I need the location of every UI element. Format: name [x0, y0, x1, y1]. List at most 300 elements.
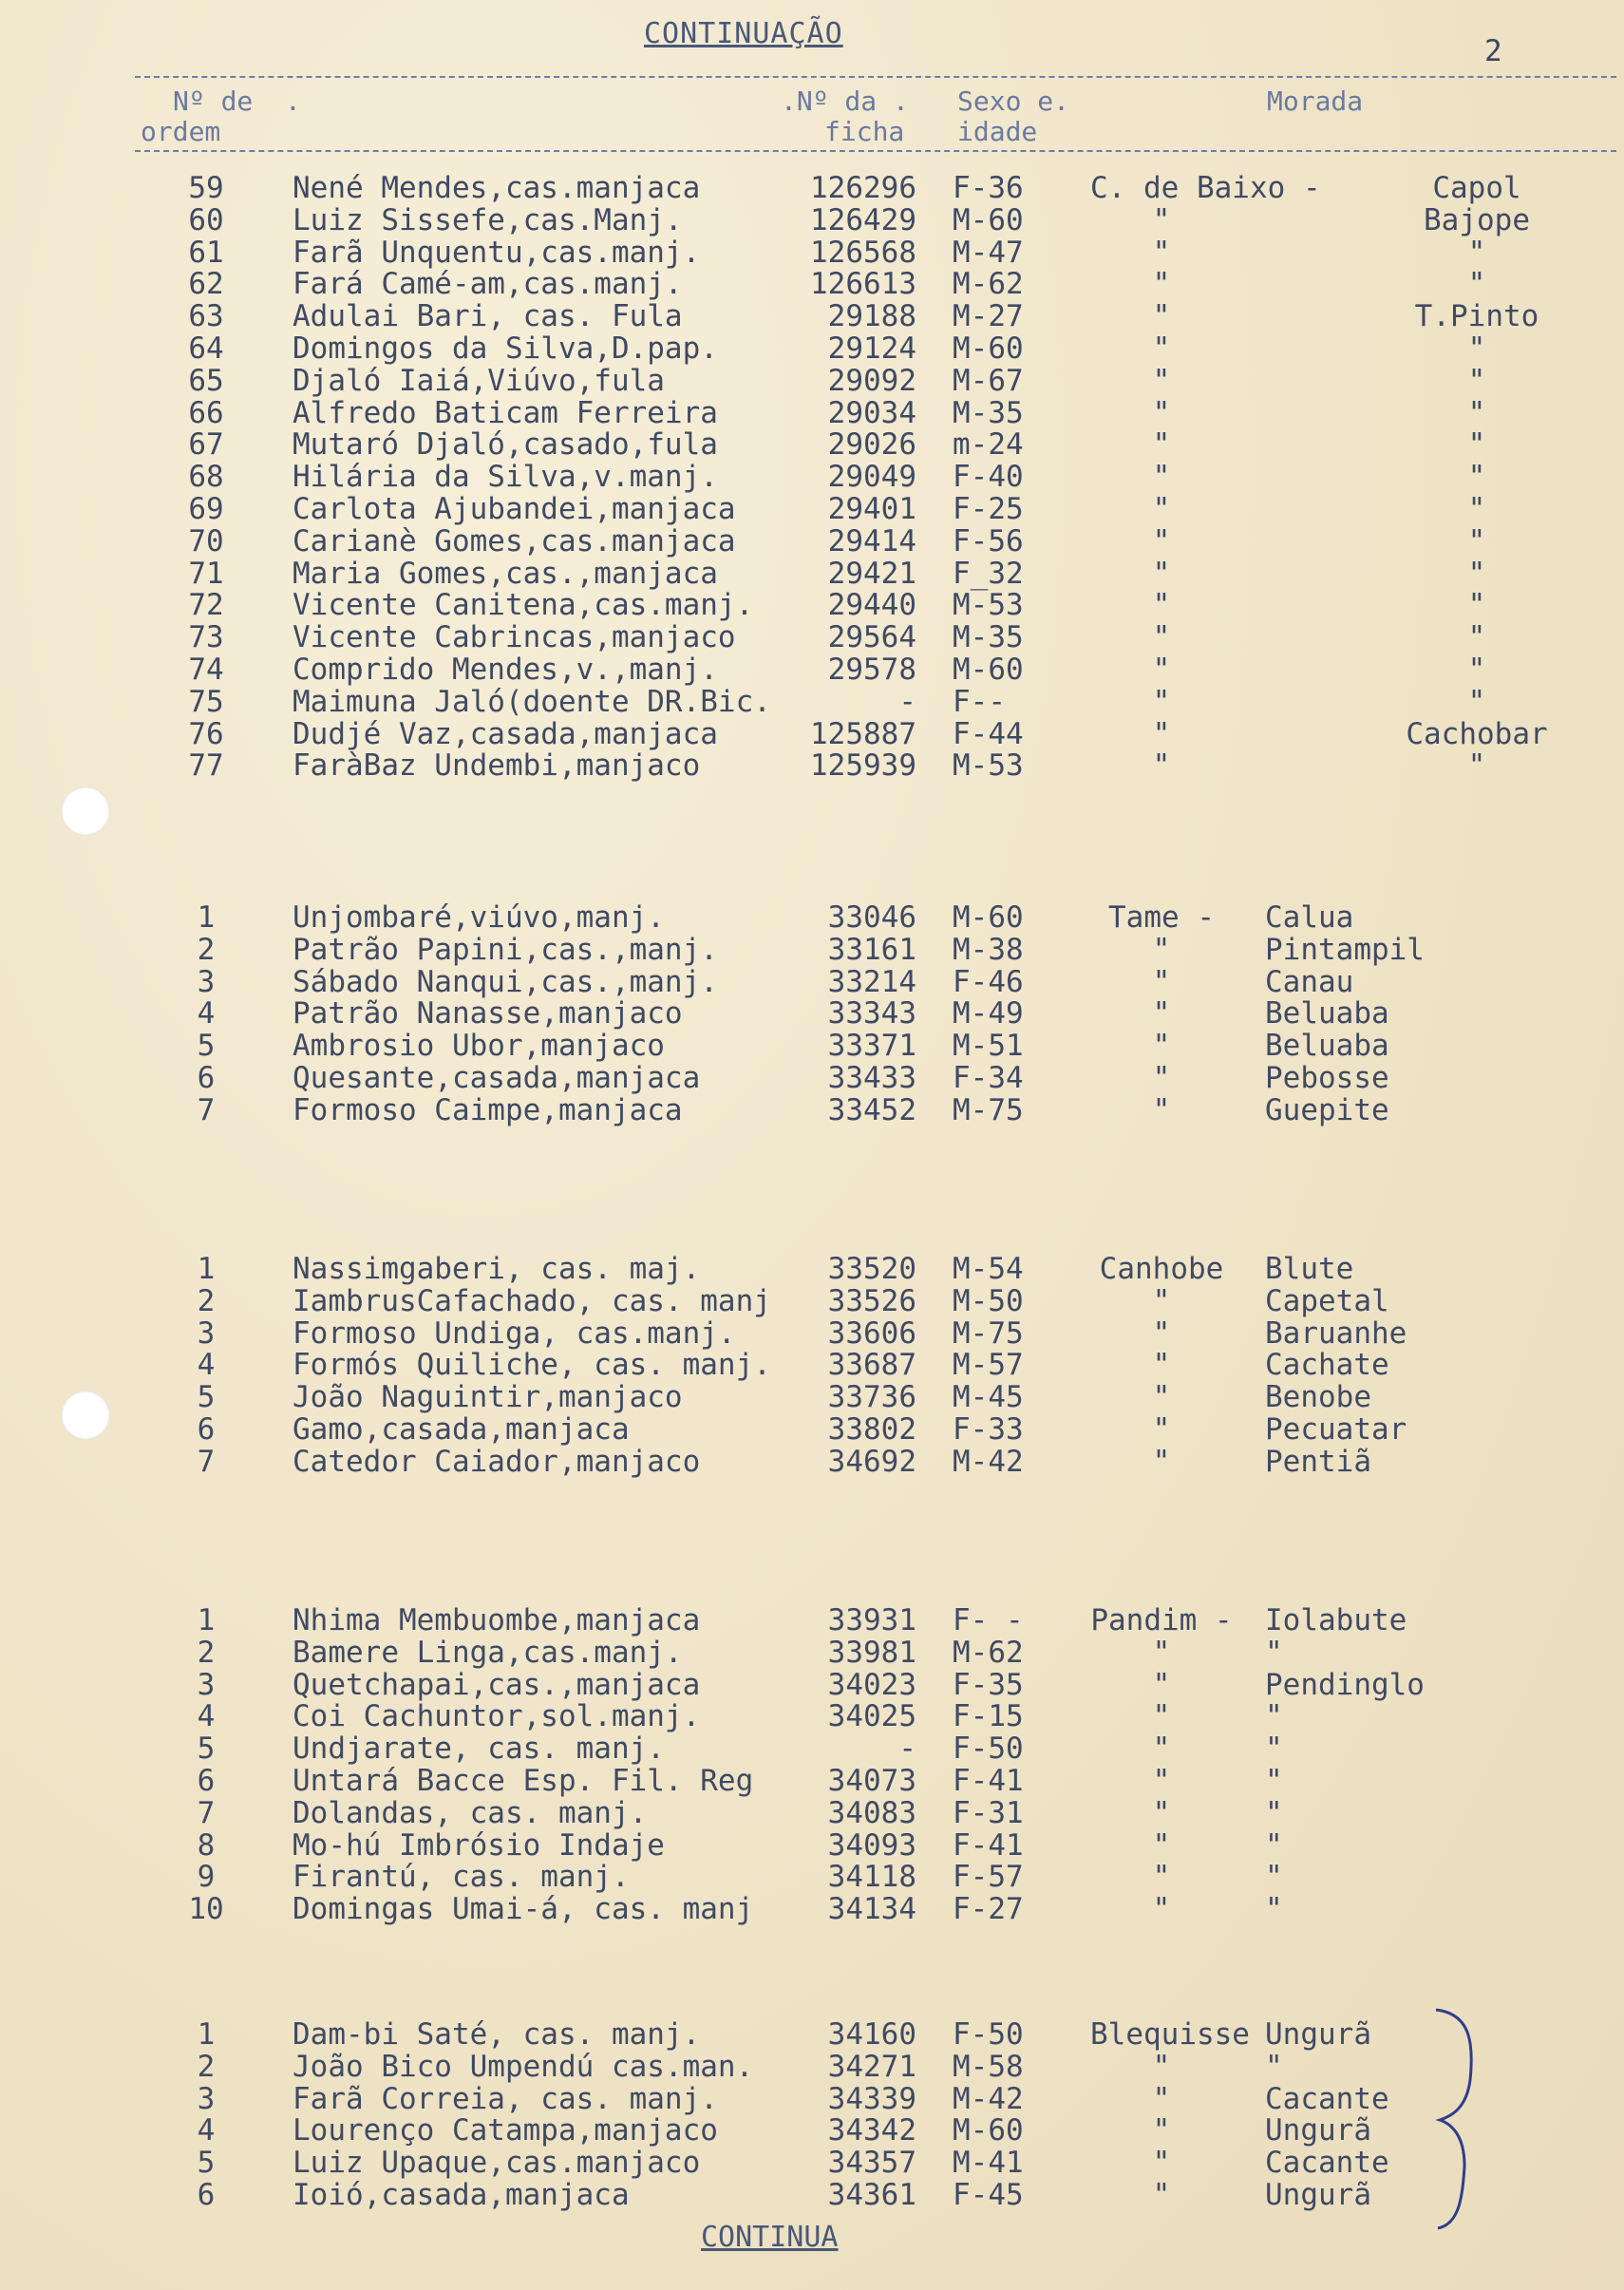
row-number: 7: [197, 1795, 216, 1830]
row-number: 64: [188, 331, 224, 366]
row-ficha: 34073: [827, 1764, 916, 1798]
row-sex-age: M-62: [953, 267, 1024, 302]
row-locality: ": [1152, 523, 1171, 558]
row-number: 3: [197, 1667, 216, 1702]
row-locality: ": [1152, 1732, 1171, 1767]
row-name: Maria Gomes,cas.,manjaca: [293, 556, 718, 591]
row-locality: ": [1152, 1061, 1171, 1095]
table-row: [0, 1860, 1624, 1895]
row-sex-age: M-60: [953, 331, 1024, 366]
table-row: [0, 2050, 1624, 2082]
row-name: Alfredo Baticam Ferreira: [293, 395, 718, 430]
row-name: Fará Camé-am,cas.manj.: [293, 267, 683, 302]
row-locality: ": [1152, 202, 1171, 237]
row-number: 9: [197, 1860, 216, 1895]
row-locality: ": [1152, 331, 1171, 366]
row-locality: ": [1152, 1092, 1171, 1127]
row-number: 4: [197, 2113, 216, 2148]
row-number: 66: [188, 395, 224, 430]
row-sex-age: F-27: [953, 1892, 1024, 1927]
row-ficha: 33046: [827, 900, 916, 935]
row-sex-age: F-45: [953, 2178, 1024, 2212]
row-place: Blute: [1265, 1252, 1354, 1286]
row-name: Adulai Bari, cas. Fula: [293, 299, 683, 334]
row-number: 5: [197, 1029, 216, 1064]
row-locality: ": [1152, 1860, 1171, 1895]
row-ficha: 33520: [827, 1252, 916, 1286]
row-sex-age: M-53: [953, 588, 1024, 623]
row-sex-age: M-75: [953, 1315, 1024, 1351]
table-row: [0, 2178, 1624, 2210]
row-number: 4: [197, 1348, 216, 1383]
row-sex-age: M-57: [953, 1348, 1024, 1383]
table-row: [0, 653, 1624, 685]
row-place: Cacante: [1265, 2146, 1389, 2181]
row-locality: ": [1152, 2146, 1171, 2181]
table-row: [0, 1380, 1624, 1415]
row-locality: ": [1152, 267, 1171, 302]
row-ficha: 29564: [827, 620, 916, 655]
table-row: [0, 717, 1624, 749]
table-row: [0, 1636, 1624, 1668]
row-sex-age: F-57: [953, 1860, 1024, 1895]
row-number: 6: [197, 1412, 216, 1447]
table-row: [0, 2017, 1624, 2050]
row-number: 61: [188, 235, 224, 270]
row-sex-age: F-33: [953, 1412, 1024, 1447]
row-ficha: 33452: [827, 1092, 916, 1127]
row-number: 3: [197, 2081, 216, 2116]
punch-hole-top: [61, 786, 110, 836]
row-sex-age: M-60: [953, 653, 1024, 687]
row-ficha: 34160: [827, 2017, 916, 2052]
row-locality: ": [1152, 716, 1171, 751]
row-place: ": [1265, 1635, 1283, 1670]
row-locality: Blequisse: [1090, 2017, 1250, 2052]
row-name: Vicente Cabrincas,manjaco: [293, 620, 736, 655]
row-number: 1: [197, 900, 216, 935]
row-ficha: 34118: [827, 1860, 916, 1895]
row-place: ": [1467, 492, 1486, 526]
row-place: ": [1467, 235, 1486, 270]
row-ficha: 29188: [827, 299, 916, 334]
row-number: 1: [197, 1603, 216, 1637]
row-name: Vicente Canitena,cas.manj.: [293, 588, 754, 623]
row-number: 62: [188, 267, 224, 302]
row-locality: ": [1152, 299, 1171, 334]
row-ficha: 33606: [827, 1315, 916, 1351]
row-number: 7: [197, 1092, 216, 1127]
row-sex-age: F-50: [953, 1732, 1024, 1767]
row-locality: ": [1152, 2081, 1171, 2116]
row-place: ": [1467, 267, 1486, 302]
row-locality: ": [1152, 620, 1171, 655]
row-locality: Tame -: [1108, 900, 1215, 935]
row-name: Bamere Linga,cas.manj.: [293, 1635, 683, 1670]
row-locality: Canhobe: [1099, 1252, 1224, 1286]
row-number: 74: [188, 653, 224, 687]
row-sex-age: M-53: [953, 748, 1024, 784]
row-place: Canau: [1265, 964, 1354, 999]
row-sex-age: M-41: [953, 2146, 1024, 2181]
row-ficha: 33736: [827, 1380, 916, 1415]
row-sex-age: M-54: [953, 1252, 1024, 1286]
row-sex-age: M-35: [953, 395, 1024, 430]
row-number: 71: [188, 556, 224, 591]
table-row: [0, 236, 1624, 268]
row-number: 7: [197, 1444, 216, 1479]
row-locality: ": [1152, 1283, 1171, 1318]
row-name: Domingas Umai-á, cas. manj: [293, 1892, 754, 1927]
row-ficha: -: [898, 1732, 916, 1767]
handwritten-brace: [1432, 2004, 1489, 2232]
row-number: 5: [197, 2146, 216, 2181]
row-number: 2: [197, 2049, 216, 2084]
header-col-ficha-2: ficha: [824, 116, 905, 147]
row-name: Patrão Papini,cas.,manj.: [293, 932, 718, 967]
row-locality: ": [1152, 1795, 1171, 1830]
row-place: Pecuatar: [1265, 1412, 1407, 1447]
row-place: ": [1467, 620, 1486, 655]
row-locality: ": [1152, 1029, 1171, 1064]
header-top-rule: [135, 76, 1616, 78]
row-number: 10: [188, 1892, 224, 1927]
row-name: Djaló Iaiá,Viúvo,fula: [293, 363, 665, 398]
row-number: 73: [188, 620, 224, 655]
table-row: [0, 2113, 1624, 2146]
row-number: 8: [197, 1827, 216, 1863]
row-number: 1: [197, 2017, 216, 2052]
row-sex-age: F-31: [953, 1795, 1024, 1830]
table-row: [0, 299, 1624, 334]
row-sex-age: F-41: [953, 1827, 1024, 1863]
row-sex-age: M-60: [953, 900, 1024, 935]
row-locality: ": [1152, 492, 1171, 526]
row-locality: C. de Baixo -: [1090, 171, 1321, 205]
row-place: ": [1265, 1827, 1283, 1863]
row-ficha: 29026: [827, 427, 916, 463]
row-sex-age: m-24: [953, 427, 1024, 463]
row-name: Maimuna Jaló(doente DR.Bic.: [293, 684, 771, 719]
header-col-sex-1: Sexo e.: [957, 85, 1070, 117]
row-place: ": [1467, 460, 1486, 495]
row-number: 2: [197, 1283, 216, 1318]
row-place: ": [1467, 331, 1486, 366]
row-sex-age: F-35: [953, 1667, 1024, 1702]
row-sex-age: M-38: [953, 932, 1024, 967]
row-locality: ": [1152, 1348, 1171, 1383]
row-name: Comprido Mendes,v.,manj.: [293, 653, 718, 687]
table-row: [0, 557, 1624, 589]
row-number: 6: [197, 2178, 216, 2212]
table-row: [0, 524, 1624, 557]
table-row: [0, 1892, 1624, 1927]
row-sex-age: M-58: [953, 2049, 1024, 2084]
row-ficha: 29401: [827, 492, 916, 526]
row-sex-age: M-67: [953, 363, 1024, 398]
row-place: Capol: [1432, 171, 1521, 205]
row-locality: ": [1152, 653, 1171, 687]
table-row: [0, 1412, 1624, 1445]
row-ficha: 34361: [827, 2178, 916, 2212]
row-place: ": [1467, 748, 1486, 784]
row-number: 77: [188, 748, 224, 784]
row-place: ": [1467, 653, 1486, 687]
row-place: Cachate: [1265, 1348, 1389, 1383]
row-ficha: 29421: [827, 556, 916, 591]
row-sex-age: M-75: [953, 1092, 1024, 1127]
row-name: Coi Cachuntor,sol.manj.: [293, 1699, 701, 1734]
row-ficha: 126568: [810, 235, 916, 270]
table-row: [0, 2082, 1624, 2114]
row-sex-age: M-50: [953, 1283, 1024, 1318]
row-locality: ": [1152, 363, 1171, 398]
row-ficha: 126296: [810, 171, 916, 205]
row-name: Gamo,casada,manjaca: [293, 1412, 630, 1447]
row-locality: ": [1152, 2049, 1171, 2084]
row-ficha: 33371: [827, 1029, 916, 1064]
table-row: [0, 965, 1624, 997]
row-ficha: 34342: [827, 2113, 916, 2148]
row-ficha: 125939: [810, 748, 916, 784]
row-locality: ": [1152, 1699, 1171, 1734]
row-ficha: 34093: [827, 1827, 916, 1863]
row-sex-age: F_32: [953, 556, 1024, 591]
table-row: [0, 203, 1624, 236]
row-locality: ": [1152, 556, 1171, 591]
row-ficha: 33931: [827, 1603, 916, 1637]
row-name: Carlota Ajubandei,manjaca: [293, 492, 736, 526]
row-ficha: 34271: [827, 2049, 916, 2084]
row-number: 4: [197, 996, 216, 1031]
table-row: [0, 1764, 1624, 1796]
row-name: Luiz Sissefe,cas.Manj.: [293, 202, 683, 237]
table-row: [0, 1348, 1624, 1383]
row-number: 59: [188, 171, 224, 205]
row-ficha: 29578: [827, 653, 916, 687]
table-row: [0, 1029, 1624, 1064]
row-name: IambrusCafachado, cas. manj: [293, 1283, 771, 1318]
row-name: João Bico Umpendú cas.man.: [293, 2049, 754, 2084]
row-number: 4: [197, 1699, 216, 1734]
row-sex-age: F-15: [953, 1699, 1024, 1734]
row-number: 3: [197, 964, 216, 999]
row-name: Quetchapai,cas.,manjaca: [293, 1667, 701, 1702]
table-row: [0, 1093, 1624, 1126]
row-name: Quesante,casada,manjaca: [293, 1061, 701, 1095]
row-sex-age: F-25: [953, 492, 1024, 526]
table-row: [0, 1828, 1624, 1861]
row-place: ": [1265, 1764, 1283, 1798]
row-name: Domingos da Silva,D.pap.: [293, 331, 718, 366]
row-sex-age: F--: [953, 684, 1006, 719]
row-sex-age: M-51: [953, 1029, 1024, 1064]
row-locality: ": [1152, 235, 1171, 270]
table-row: [0, 933, 1624, 965]
row-name: Mutaró Djaló,casado,fula: [293, 427, 718, 463]
row-name: Ambrosio Ubor,manjaco: [293, 1029, 665, 1064]
row-name: Catedor Caiador,manjaco: [293, 1444, 701, 1479]
row-number: 70: [188, 523, 224, 558]
row-sex-age: F-56: [953, 523, 1024, 558]
row-name: Nhima Membuombe,manjaca: [293, 1603, 701, 1637]
row-sex-age: F-44: [953, 716, 1024, 751]
table-row: [0, 1252, 1624, 1284]
row-ficha: 34692: [827, 1444, 916, 1479]
row-locality: ": [1152, 684, 1171, 719]
row-locality: ": [1152, 1444, 1171, 1479]
table-row: [0, 492, 1624, 524]
row-sex-age: M-45: [953, 1380, 1024, 1415]
row-ficha: 34357: [827, 2146, 916, 2181]
row-name: Nassimgaberi, cas. maj.: [293, 1252, 701, 1286]
row-place: Pendinglo: [1265, 1667, 1425, 1702]
row-place: Calua: [1265, 900, 1354, 935]
row-sex-age: F-40: [953, 460, 1024, 495]
row-ficha: 33802: [827, 1412, 916, 1447]
row-name: Dam-bi Saté, cas. manj.: [293, 2017, 701, 2052]
row-name: Untará Bacce Esp. Fil. Reg: [293, 1764, 754, 1798]
row-place: Ungurã: [1265, 2178, 1371, 2212]
row-locality: ": [1152, 1412, 1171, 1447]
row-place: T.Pinto: [1414, 299, 1539, 334]
row-number: 2: [197, 932, 216, 967]
row-sex-age: M-47: [953, 235, 1024, 270]
row-locality: ": [1152, 964, 1171, 999]
row-sex-age: F- -: [953, 1603, 1024, 1637]
row-number: 5: [197, 1380, 216, 1415]
header-col-num-1: Nº de: [173, 85, 254, 117]
row-name: Undjarate, cas. manj.: [293, 1732, 665, 1767]
row-sex-age: F-34: [953, 1061, 1024, 1095]
header-col-ficha-1: .Nº da .: [781, 85, 909, 117]
table-row: [0, 364, 1624, 396]
row-place: Baruanhe: [1265, 1315, 1407, 1351]
row-name: Carianè Gomes,cas.manjaca: [293, 523, 736, 558]
row-ficha: 34083: [827, 1795, 916, 1830]
row-place: Cacante: [1265, 2081, 1389, 2116]
header-dot: .: [285, 85, 301, 117]
row-place: ": [1467, 395, 1486, 430]
row-ficha: 33343: [827, 996, 916, 1031]
row-place: Pentiã: [1265, 1444, 1371, 1479]
row-place: Benobe: [1265, 1380, 1371, 1415]
row-sex-age: M-27: [953, 299, 1024, 334]
row-ficha: 126613: [810, 267, 916, 302]
row-ficha: 34025: [827, 1699, 916, 1734]
table-row: [0, 900, 1624, 933]
table-row: [0, 996, 1624, 1029]
row-name: Dolandas, cas. manj.: [293, 1795, 648, 1830]
row-sex-age: M-49: [953, 996, 1024, 1031]
row-ficha: 29124: [827, 331, 916, 366]
row-place: Capetal: [1265, 1283, 1389, 1318]
row-place: ": [1265, 1795, 1283, 1830]
row-locality: ": [1152, 395, 1171, 430]
row-place: ": [1265, 2049, 1283, 2084]
row-locality: ": [1152, 748, 1171, 784]
row-name: Hilária da Silva,v.manj.: [293, 460, 718, 495]
row-place: Beluaba: [1265, 1029, 1389, 1064]
table-row: [0, 2146, 1624, 2181]
row-ficha: 33214: [827, 964, 916, 999]
footer-continua: CONTINUA: [701, 2221, 839, 2254]
table-row: [0, 331, 1624, 364]
row-number: 6: [197, 1061, 216, 1095]
row-name: Farã Correia, cas. manj.: [293, 2081, 718, 2116]
row-ficha: 33526: [827, 1283, 916, 1318]
table-row: [0, 620, 1624, 653]
table-row: [0, 427, 1624, 463]
row-ficha: 29092: [827, 363, 916, 398]
row-number: 5: [197, 1732, 216, 1767]
row-locality: ": [1152, 932, 1171, 967]
row-sex-age: F-46: [953, 964, 1024, 999]
row-number: 65: [188, 363, 224, 398]
row-name: Firantú, cas. manj.: [293, 1860, 630, 1895]
table-row: [0, 1316, 1624, 1349]
row-ficha: 33433: [827, 1061, 916, 1095]
table-row: [0, 1668, 1624, 1700]
row-sex-age: F-41: [953, 1764, 1024, 1798]
row-name: Farã Unquentu,cas.manj.: [293, 235, 701, 270]
row-ficha: 125887: [810, 716, 916, 751]
row-number: 63: [188, 299, 224, 334]
row-locality: ": [1152, 427, 1171, 463]
row-locality: ": [1152, 1380, 1171, 1415]
table-row: [0, 748, 1624, 784]
header-col-morada: Morada: [1267, 85, 1364, 117]
table-row: [0, 267, 1624, 302]
punch-hole-bottom: [61, 1391, 110, 1440]
row-ficha: 29034: [827, 395, 916, 430]
row-place: Bajope: [1424, 202, 1530, 237]
row-number: 72: [188, 588, 224, 623]
row-ficha: 33687: [827, 1348, 916, 1383]
row-locality: ": [1152, 1892, 1171, 1927]
row-place: ": [1467, 684, 1486, 719]
table-row: [0, 1796, 1624, 1828]
row-ficha: 29440: [827, 588, 916, 623]
row-name: Ioió,casada,manjaca: [293, 2178, 630, 2212]
row-number: 60: [188, 202, 224, 237]
row-place: ": [1467, 363, 1486, 398]
table-row: [0, 1603, 1624, 1636]
row-locality: ": [1152, 1827, 1171, 1863]
row-sex-age: M-42: [953, 2081, 1024, 2116]
table-row: [0, 1732, 1624, 1767]
row-place: ": [1467, 556, 1486, 591]
row-place: Ungurã: [1265, 2017, 1371, 2052]
row-locality: ": [1152, 2178, 1171, 2212]
row-number: 67: [188, 427, 224, 463]
row-name: Lourenço Catampa,manjaco: [293, 2113, 718, 2148]
row-place: Ungurã: [1265, 2113, 1371, 2148]
row-locality: ": [1152, 2113, 1171, 2148]
row-ficha: 126429: [810, 202, 916, 237]
row-place: ": [1467, 427, 1486, 463]
row-name: Formoso Caimpe,manjaca: [293, 1092, 683, 1127]
row-locality: Pandim -: [1090, 1603, 1233, 1637]
page-number: 2: [1484, 34, 1502, 68]
row-sex-age: M-35: [953, 620, 1024, 655]
row-place: ": [1265, 1892, 1283, 1927]
row-ficha: 29414: [827, 523, 916, 558]
row-name: Patrão Nanasse,manjaco: [293, 996, 683, 1031]
row-number: 68: [188, 460, 224, 495]
row-number: 69: [188, 492, 224, 526]
table-row: [0, 1284, 1624, 1316]
